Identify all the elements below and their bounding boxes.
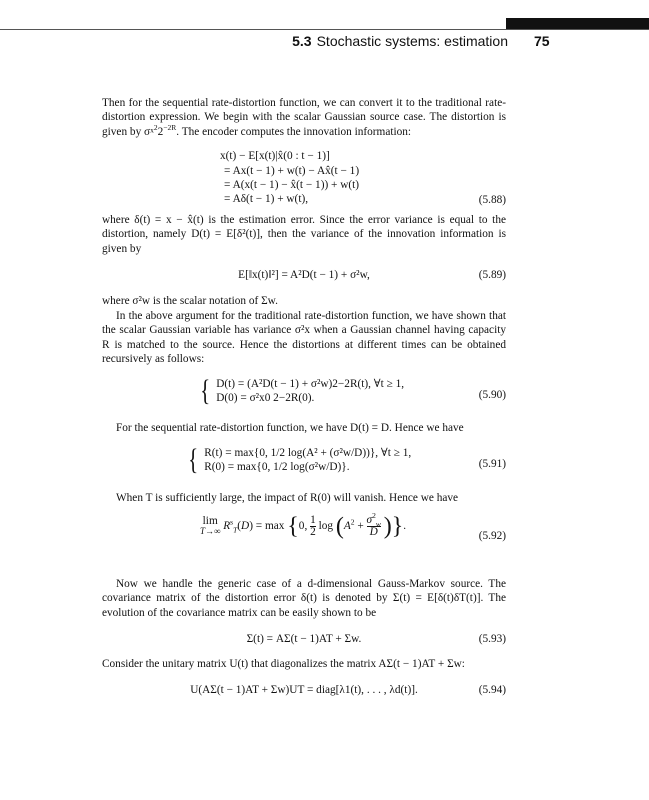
paragraph: For the sequential rate-distortion function, we have D(t) = D. Hence we have (116, 422, 464, 435)
left-brace: { (200, 373, 211, 407)
equation-number: (5.92) (478, 529, 506, 542)
equation-5-88: x(t) − E[x(t)|x̂(0 : t − 1)] = Ax(t − 1) + w(t) − Ax̂(t − 1) = A(x(t − 1) − x̂(t − 1)) + w(t) = Aδ(t − 1) + w(t), (5.88) (220, 150, 506, 207)
equation-5-91: { R(t) = max{0, 1/2 log(A² + (σ²w/D))}, ∀t ≥ 1, R(0) = max{0, 1/2 log(σ²w/D)}. (5.91) (188, 443, 506, 477)
header-black-bar (506, 18, 649, 29)
paragraph: where δ(t) = x − x̂(t) is the estimation error. Since the error variance is equal to the distortion, namely D(t) = E[δ²(t)], then the variance of the innovation information is given by (102, 213, 506, 255)
paragraph: In the above argument for the traditional rate-distortion function, we have shown that the scalar Gaussian variable has variance σ²x when a Gaussian channel having capacity R is matched to the source. Hence the distortions at different times can be obtained recursively as follows: (102, 309, 506, 366)
left-brace: { (188, 443, 199, 477)
equation-5-89: E[‖x(t)‖²] = A²D(t − 1) + σ²w, (5.89) (238, 269, 506, 282)
equation-number: (5.91) (478, 457, 506, 470)
equation-number: (5.94) (478, 683, 506, 696)
equation-5-90: { D(t) = (A²D(t − 1) + σ²w)2−2R(t), ∀t ≥ 1, D(0) = σ²x0 2−2R(0). (5.90) (200, 373, 506, 407)
equation-number: (5.88) (478, 194, 506, 207)
equation-5-92: lim T→∞ $R^s_T(D) = \max \{0$, $\frac{1}{2}$ $\log (A^2$ + $\frac{\sigma^2_w}{D}$ )}. (5.92) (200, 511, 506, 542)
paragraph: Consider the unitary matrix U(t) that diagonalizes the matrix AΣ(t − 1)AT + Σw: (102, 657, 465, 670)
section-heading: 5.3 Stochastic systems: estimation (292, 33, 508, 49)
paragraph: where σ²w is the scalar notation of Σw. (102, 295, 278, 308)
paragraph: Then for the sequential rate-distortion function, we can convert it to the traditional rate-distortion expression. We begin with the scalar Gaussian source case. The distortion is given by $\sigma^{_x2}2^{-2R}$. The encoder computes the innovation information: (102, 97, 506, 138)
page-body (102, 96, 506, 697)
equation-number: (5.93) (478, 633, 506, 646)
paragraph: Now we handle the generic case of a d-dimensional Gauss-Markov source. The covariance matrix of the distortion error δ(t) is denoted by Σ(t) = E[δ(t)δT(t)]. The evolution of the covariance matrix can be easily shown to be (102, 577, 506, 619)
running-header (0, 33, 649, 53)
equation-5-93: Σ(t) = AΣ(t − 1)AT + Σw. (5.93) (246, 633, 506, 646)
equation-number: (5.90) (478, 388, 506, 401)
equation-number: (5.89) (478, 269, 506, 282)
equation-5-94: U(AΣ(t − 1)AT + Σw)UT = diag[λ1(t), . . . , λd(t)]. (5.94) (190, 683, 506, 696)
header-rule (0, 29, 649, 30)
paragraph: When T is sufficiently large, the impact of R(0) will vanish. Hence we have (116, 491, 459, 504)
page-number: 75 (534, 33, 550, 49)
